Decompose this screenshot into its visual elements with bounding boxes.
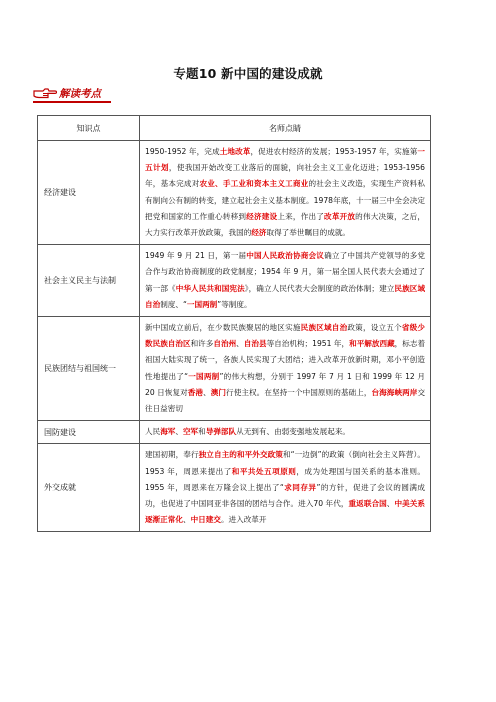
description-text: 上来，作出了	[277, 211, 325, 221]
description-text: 、	[182, 515, 191, 525]
topic-cell: 外交成就	[38, 444, 140, 532]
description-text: 。进入改革开	[220, 515, 267, 525]
table-row	[38, 317, 431, 421]
pointing-hand-icon	[33, 88, 57, 99]
header-cell: 名师点睛	[140, 116, 431, 141]
description-text: 、	[203, 387, 211, 397]
topic-cell: 经济建设	[38, 141, 140, 245]
highlighted-term: 农业、手工业和资本主义工商业	[199, 179, 309, 189]
highlighted-term: 香港	[187, 387, 204, 397]
page-title: 专题10 新中国的建设成就	[173, 66, 323, 81]
highlighted-term: 独立自主的和平外交政策	[198, 450, 283, 460]
highlighted-term: 一五计划	[145, 147, 425, 173]
topic-cell: 国防建设	[38, 421, 140, 444]
highlighted-term: 省级少数民族自治区	[145, 323, 426, 349]
description-text: 1950-1952 年，完成	[145, 147, 220, 156]
description-text: 交往日益密切	[145, 387, 426, 414]
highlighted-term: 一国两制	[188, 371, 220, 381]
description-text: 取得了举世瞩目的成就。	[266, 228, 351, 238]
description-text: 建国初期，奉行	[145, 450, 199, 460]
highlighted-term: 澳门	[210, 387, 227, 397]
topic-cell: 民族团结与祖国统一	[38, 317, 140, 421]
description-text: 的社会主义改造，实现生产资料私有制向公有制的转变，建立起社会主义基本制度。1978年底，十一届三中全会决定把党和国家的工作重心转移到	[145, 179, 426, 221]
section-heading	[33, 86, 101, 101]
highlighted-term: 和平解放西藏	[349, 339, 395, 349]
description-text: 等自治机构；1951 年，	[266, 339, 350, 349]
description-text: 、	[386, 499, 395, 509]
highlighted-term: 求同存异	[283, 482, 317, 492]
description-text: 从无到有、由弱变强地发展起来。	[236, 427, 351, 437]
topic-cell: 社会主义民主与法制	[38, 245, 140, 317]
table-header-row	[38, 116, 431, 141]
description-text: ，使我国开始改变工业落后的面貌，向社会主义工业化迈进；1953-1956 年，基本完成对	[145, 163, 426, 189]
description-text: ”的方针，促进了会议的圆满成功，也促进了中国同亚非各国的团结与合作。进入70 年代，	[145, 482, 426, 509]
highlighted-term: 中美关系逐渐正常化	[145, 499, 426, 525]
highlighted-term: 中华人民共和国宪法	[175, 283, 245, 293]
highlighted-term: 经济建设	[246, 211, 278, 221]
highlighted-term: 中日建交	[190, 515, 221, 525]
description-text: 、	[175, 427, 183, 437]
table-row	[38, 444, 431, 532]
section-heading-label: 解读考点	[59, 88, 101, 100]
highlighted-term: 自治县	[243, 339, 267, 349]
description-text: ”等制度。	[217, 299, 252, 309]
description-text: ，标志着祖国大陆实现了统一，各族人民实现了大团结；进入改革开放新时期，邓小平创造性地提出了“	[145, 339, 426, 381]
highlighted-term: 和平共处五项原则	[231, 466, 297, 476]
highlighted-term: 土地改革	[219, 147, 251, 156]
description-text: 行使主权。在坚持一个中国原则的基础上，	[226, 387, 372, 397]
highlighted-term: 海军	[160, 427, 176, 437]
highlighted-term: 中国人民政治协商会议	[246, 251, 325, 261]
description-text: 1949 年 9 月 21 日，第一届	[145, 251, 247, 261]
description-text: 确立了中国共产党领导的多党合作与政治协商制度的政党制度；1954 年 9 月，第一届全国人民代表大会通过了第一部《	[145, 251, 426, 293]
knowledge-table	[37, 115, 431, 532]
description-cell	[140, 141, 431, 245]
description-cell	[140, 245, 431, 317]
highlighted-term: 改革开放	[324, 211, 356, 221]
highlighted-term: 台海海峡两岸	[371, 387, 418, 397]
description-text: ”的伟大构想，分别于 1997 年 7 月 1 日和 1999 年 12 月 20 日恢复对	[145, 371, 425, 397]
header-cell: 知识点	[38, 116, 140, 141]
table-row	[38, 421, 431, 444]
table-row	[38, 245, 431, 317]
section-underline	[33, 101, 111, 103]
highlighted-term: 自治州	[213, 339, 237, 349]
description-text: 、	[236, 339, 244, 349]
description-text: 的伟大决策，之后，大力实行改革开放政策，我国的	[145, 211, 426, 238]
highlighted-term: 重返联合国	[348, 499, 387, 509]
description-text: 》，确立人民代表大会制度的政治体制；建立	[244, 283, 395, 293]
table-row	[38, 141, 431, 245]
highlighted-term: 经济	[251, 228, 267, 238]
description-text: 人民	[145, 427, 161, 437]
highlighted-term: 一国两制	[186, 299, 218, 309]
highlighted-term: 导弹部队	[205, 427, 237, 437]
highlighted-term: 民族区域自治	[145, 283, 426, 309]
description-text: ，成为处理国与国关系的基本准则。1955 年，周恩来在万隆会议上提出了“	[145, 466, 425, 492]
description-text: 和“一边倒”的政策（倒向社会主义阵营）。1953 年，周恩来提出了	[145, 450, 425, 476]
description-cell	[140, 317, 431, 421]
description-text: 政策，设立五个	[347, 323, 402, 333]
description-text: ，促进农村经济的发展；1953-1957 年，实施第	[250, 147, 418, 156]
description-text: 和	[198, 427, 206, 437]
highlighted-term: 民族区域自治	[300, 323, 348, 333]
description-text: 新中国成立前后，在少数民族聚居的地区实施	[145, 323, 301, 333]
description-cell	[140, 421, 431, 444]
highlighted-term: 空军	[182, 427, 199, 437]
description-text: 和许多	[190, 339, 214, 349]
description-text: 制度、“	[160, 299, 187, 309]
description-cell	[140, 444, 431, 532]
